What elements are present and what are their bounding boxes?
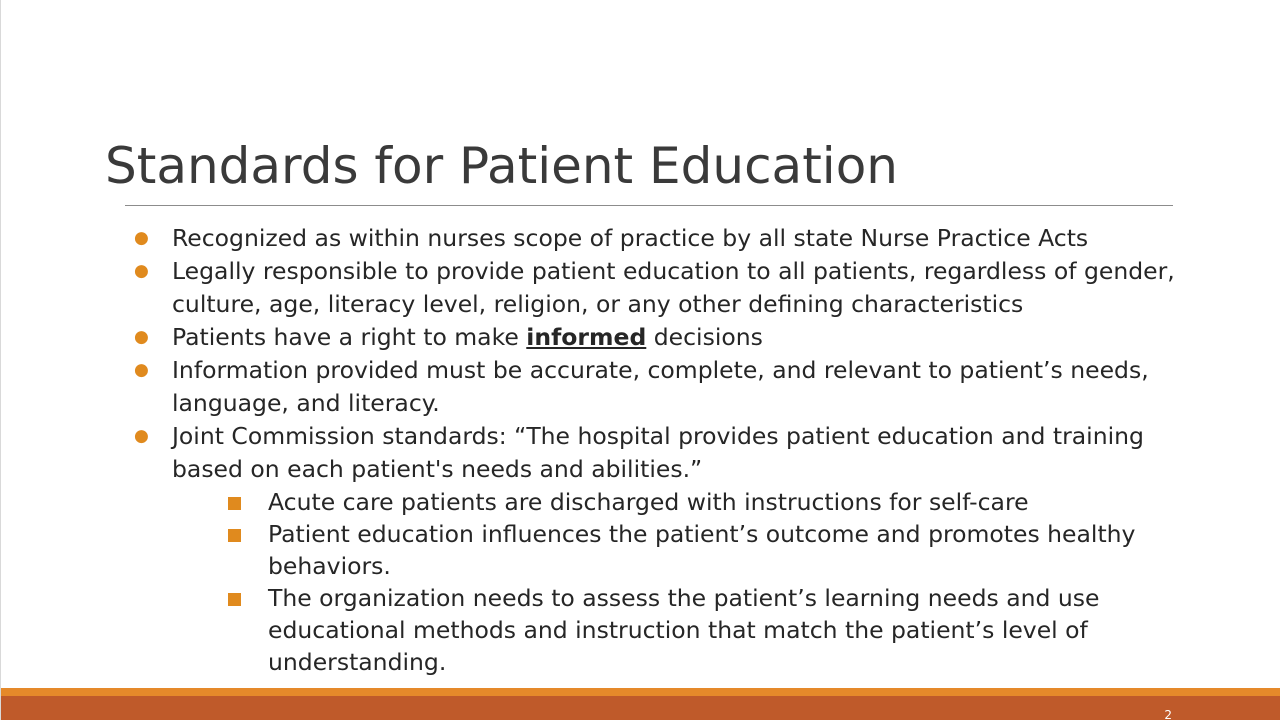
sub-bullet-item bbox=[129, 518, 1189, 582]
circle-bullet-icon: ● bbox=[134, 261, 149, 281]
sub-bullet-text: Patient education influences the patient’s outcome and promotes healthy behaviors. bbox=[268, 520, 1136, 580]
title-divider bbox=[125, 205, 1173, 206]
sub-bullet-text: Acute care patients are discharged with instructions for self-care bbox=[268, 488, 1029, 516]
bullet-item bbox=[129, 222, 1189, 255]
bullet-item bbox=[129, 255, 1189, 321]
bullet-item bbox=[129, 354, 1189, 420]
circle-bullet-icon: ● bbox=[134, 426, 149, 446]
circle-bullet-icon: ● bbox=[134, 228, 149, 248]
emphasis-informed: informed bbox=[526, 323, 647, 351]
bullet-text: Recognized as within nurses scope of practice by all state Nurse Practice Acts bbox=[172, 224, 1089, 252]
bullet-text: Legally responsible to provide patient education to all patients, regardless of gender, culture, age, literacy level, religion, or any other defining characteristics bbox=[172, 257, 1175, 318]
sub-bullet-item bbox=[129, 582, 1189, 678]
square-bullet-icon bbox=[228, 529, 241, 542]
bullet-text: Information provided must be accurate, complete, and relevant to patient’s needs, language, and literacy. bbox=[172, 356, 1149, 417]
footer-accent-stripe bbox=[1, 688, 1280, 696]
sub-bullet-item bbox=[129, 486, 1189, 518]
bullet-item bbox=[129, 420, 1189, 486]
page-number: 2 bbox=[1164, 708, 1172, 720]
bullet-text-before: Patients have a right to make bbox=[172, 323, 527, 351]
footer-bar bbox=[1, 696, 1280, 720]
bullet-text: Joint Commission standards: “The hospital provides patient education and training based on each patient's needs and abilities.” bbox=[172, 422, 1144, 483]
sub-bullet-text: The organization needs to assess the patient’s learning needs and use educational methods and instruction that match the patient’s level of understanding. bbox=[268, 584, 1100, 676]
bullet-item bbox=[129, 321, 1189, 354]
bullet-list bbox=[129, 222, 1189, 678]
circle-bullet-icon: ● bbox=[134, 360, 149, 380]
square-bullet-icon bbox=[228, 593, 241, 606]
bullet-text-after: decisions bbox=[646, 323, 763, 351]
square-bullet-icon bbox=[228, 497, 241, 510]
slide-title: Standards for Patient Education bbox=[105, 137, 898, 195]
circle-bullet-icon: ● bbox=[134, 327, 149, 347]
